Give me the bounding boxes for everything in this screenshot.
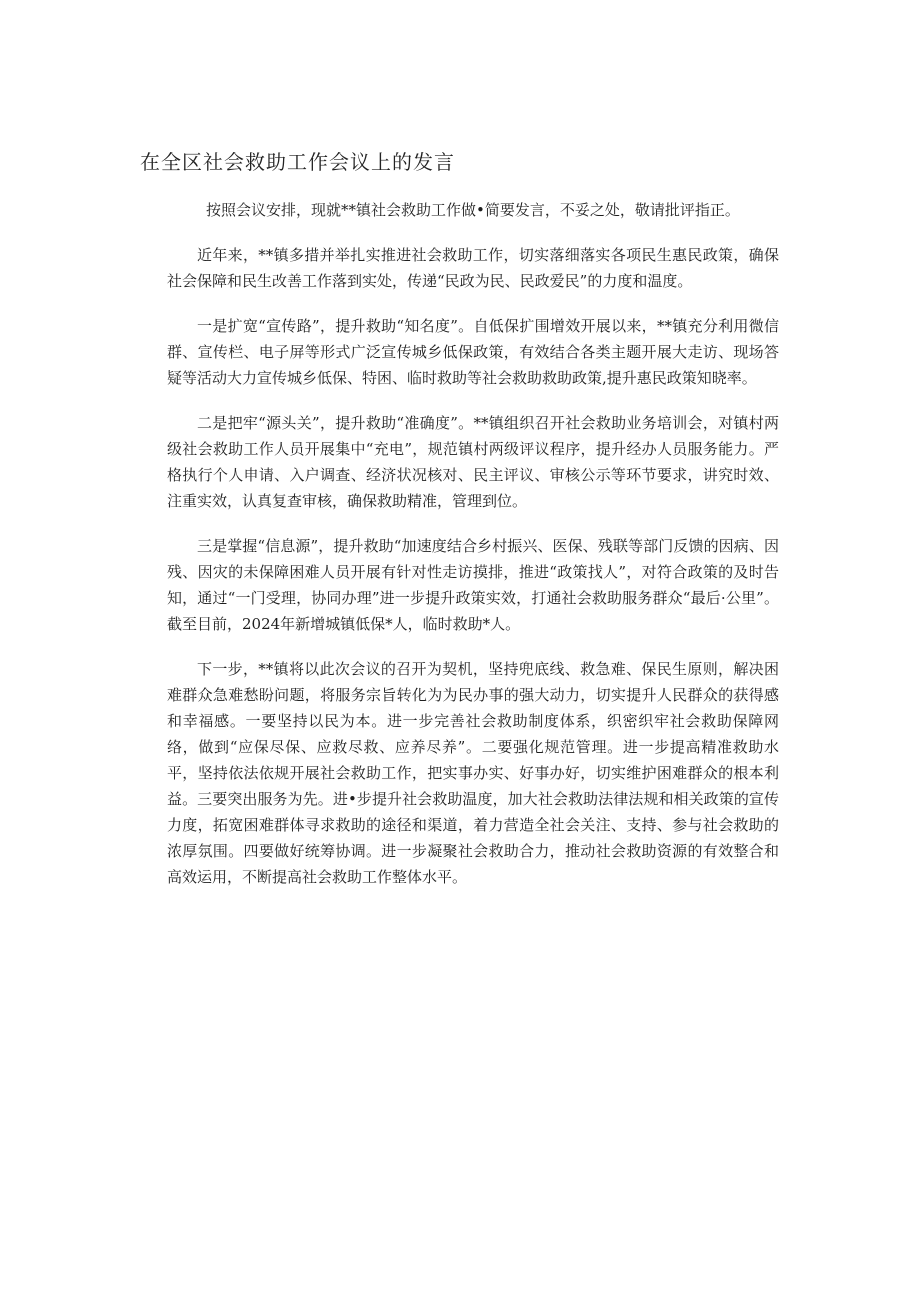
paragraph-intro: 按照会议安排，现就**镇社会救助工作做•简要发言，不妥之处，敬请批评指正。 [206,201,740,219]
document-title: 在全区社会救助工作会议上的发言 [140,150,455,174]
document-body [167,197,779,909]
paragraph-source-control: 二是把牢“源头关”，提升救助“准确度”。**镇组织召开社会救助业务培训会，对镇村两级社会救助工作人员开展集中“充电”，规范镇村两级评议程序，提升经办人员服务能力。严格执行个人申请、入户调查、经济状况核对、民主评议、审核公示等环节要求，讲究时效、注重实效，认真复查审核，确保救助精准，管理到位。 [167,414,779,510]
paragraph-information: 三是掌握“信息源”，提升救助“加速度结合乡村振兴、医保、残联等部门反馈的因病、因残、因灾的未保障困难人员开展有针对性走访摸排，推进“政策找人”，对符合政策的及时告知，通过“一门受理，协同办理”进一步提升政策实效，打通社会救助服务群众“最后·公里”。截至目前，2024年新增城镇低保*人，临时救助*人。 [167,537,779,633]
paragraph-publicity: 一是扩宽“宣传路”，提升救助“知名度”。自低保扩围增效开展以来，**镇充分利用微信群、宣传栏、电子屏等形式广泛宣传城乡低保政策，有效结合各类主题开展大走访、现场答疑等活动大力宣传城乡低保、特困、临时救助等社会救助救助政策,提升惠民政策知晓率。 [167,317,779,387]
paragraph-overview: 近年来，**镇多措并举扎实推进社会救助工作，切实落细落实各项民生惠民政策，确保社会保障和民生改善工作落到实处，传递“民政为民、民政爱民”的力度和温度。 [167,246,779,290]
paragraph-next-steps: 下一步，**镇将以此次会议的召开为契机，坚持兜底线、救急难、保民生原则，解决困难群众急难愁盼问题，将服务宗旨转化为为民办事的强大动力，切实提升人民群众的获得感和幸福感。一要坚持以民为本。进一步完善社会救助制度体系，织密织牢社会救助保障网络，做到“应保尽保、应救尽救、应养尽养”。二要强化规范管理。进一步提高精准救助水平，坚持依法依规开展社会救助工作，把实事办实、好事办好，切实维护困难群众的根本利益。三要突出服务为先。进•步提升社会救助温度，加大社会救助法律法规和相关政策的宣传力度，拓宽困难群体寻求救助的途径和渠道，着力营造全社会关注、支持、参与社会救助的浓厚氛围。四要做好统筹协调。进一步凝聚社会救助合力，推动社会救助资源的有效整合和高效运用，不断提高社会救助工作整体水平。 [167,660,779,886]
